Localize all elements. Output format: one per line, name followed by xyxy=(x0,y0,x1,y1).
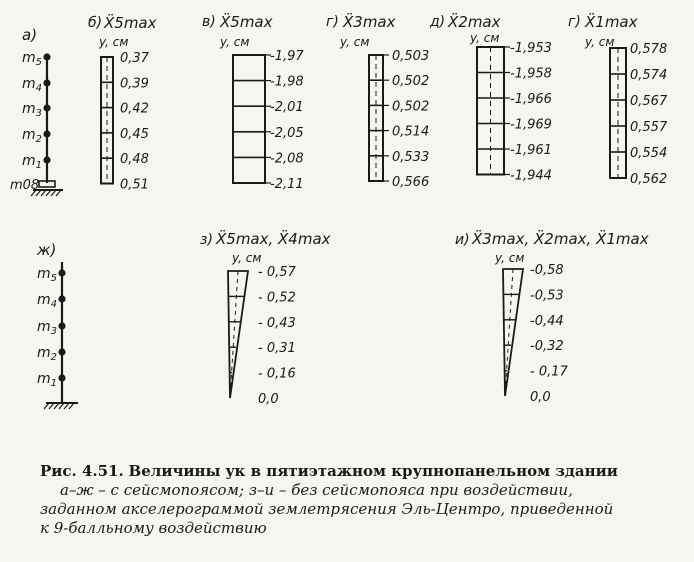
mass-node xyxy=(43,53,50,60)
panel-z-unit: y, см xyxy=(232,251,262,265)
mass-label: $m_5$ xyxy=(22,50,43,68)
mass-node xyxy=(58,322,65,329)
value-label: -1,958 xyxy=(510,66,552,82)
mass-label: $m_4$ xyxy=(37,292,58,310)
panel-a-base-label: m08 xyxy=(10,178,40,193)
mass-label: $m_2$ xyxy=(37,345,58,363)
panel-z-title: Ẍ5max, Ẍ4max xyxy=(216,230,331,248)
panel-v-unit: y, см xyxy=(220,35,250,49)
panel-b-unit: y, см xyxy=(99,35,129,49)
value-label: 0,567 xyxy=(630,94,668,109)
value-label: 0,0 xyxy=(530,390,551,405)
value-label: -0,58 xyxy=(530,263,564,278)
panel-i-axis xyxy=(505,269,513,396)
value-label: -2,11 xyxy=(270,177,304,192)
value-label: 0,578 xyxy=(630,42,668,57)
value-label: 0,562 xyxy=(630,172,668,187)
value-label: 0,502 xyxy=(392,99,430,115)
panel-d-label: д) xyxy=(430,14,446,30)
value-label: 0,566 xyxy=(392,175,430,190)
panel-g-unit: y, см xyxy=(340,35,370,49)
value-label: 0,554 xyxy=(630,146,668,161)
panel-b-title: Ẍ5max xyxy=(104,14,157,32)
panel-z-wedge xyxy=(228,271,248,398)
value-label: -1,953 xyxy=(510,41,552,56)
mass-label: $m_3$ xyxy=(37,319,58,337)
value-label: 0,37 xyxy=(120,51,149,66)
value-label: -1,961 xyxy=(510,143,552,158)
panel-e xyxy=(568,12,668,187)
mass-node xyxy=(58,348,65,355)
value-label: - 0,31 xyxy=(258,341,296,357)
value-label: - 0,17 xyxy=(530,364,568,380)
mass-label: $m_3$ xyxy=(22,101,43,119)
value-label: -1,969 xyxy=(510,117,552,133)
panel-z xyxy=(200,229,331,407)
panel-d-title: Ẍ2max xyxy=(448,13,501,31)
mass-node xyxy=(43,156,50,163)
panel-z-label: з) xyxy=(200,232,213,248)
panel-i xyxy=(455,229,649,405)
panel-d-unit: y, см xyxy=(470,31,500,45)
panel-g xyxy=(326,12,429,190)
value-label: 0,39 xyxy=(120,76,149,92)
panel-i-wedge xyxy=(503,269,523,396)
mass-label: $m_1$ xyxy=(22,153,43,171)
panel-d xyxy=(429,12,552,184)
value-label: -1,98 xyxy=(270,74,304,90)
panel-i-label: и) xyxy=(455,232,470,248)
value-label: 0,503 xyxy=(392,49,430,64)
panel-e-label: г) xyxy=(568,14,581,30)
panel-i-title: Ẍ3max, Ẍ2max, Ẍ1max xyxy=(472,230,649,248)
panel-e-title: Ẍ1max xyxy=(585,13,638,31)
value-label: -0,53 xyxy=(530,288,564,304)
value-label: - 0,43 xyxy=(258,315,296,331)
caption-line-3: заданном акселерограммой землетрясения Эль-Центро, приведенной xyxy=(40,500,614,518)
value-label: -2,08 xyxy=(270,151,304,167)
panel-zh xyxy=(36,241,78,409)
value-label: 0,574 xyxy=(630,68,668,83)
mass-label: $m_5$ xyxy=(37,266,58,284)
caption-title: Величины yк в пятиэтажном крупнопанельном здании xyxy=(128,462,618,480)
value-label: 0,51 xyxy=(120,177,149,193)
mass-node xyxy=(58,374,65,381)
panel-i-unit: y, см xyxy=(495,251,525,265)
mass-label: $m_4$ xyxy=(22,76,43,94)
value-label: 0,42 xyxy=(120,101,149,117)
panel-b-label: б) xyxy=(88,15,103,31)
panel-v xyxy=(202,12,304,192)
mass-node xyxy=(43,79,50,86)
mass-label: $m_1$ xyxy=(37,371,58,389)
panel-g-title: Ẍ3max xyxy=(343,13,396,31)
value-label: -2,01 xyxy=(270,100,304,116)
value-label: 0,514 xyxy=(392,124,430,140)
value-label: -2,05 xyxy=(270,125,304,141)
value-label: - 0,16 xyxy=(258,366,296,382)
mass-node xyxy=(43,130,50,137)
value-label: -1,944 xyxy=(510,168,552,184)
caption-line-4: к 9-балльному воздействию xyxy=(40,519,267,537)
panel-e-unit: y, см xyxy=(585,35,615,49)
panel-g-label: г) xyxy=(326,14,339,30)
panel-v-column xyxy=(233,55,265,183)
value-label: - 0,52 xyxy=(258,290,296,306)
value-label: - 0,57 xyxy=(258,265,296,280)
mass-node xyxy=(58,269,65,276)
panel-v-title: Ẍ5max xyxy=(220,13,273,31)
value-label: 0,557 xyxy=(630,120,668,135)
panel-zh-label: ж) xyxy=(37,241,57,259)
value-label: 0,0 xyxy=(258,392,279,407)
value-label: 0,48 xyxy=(120,152,149,168)
value-label: 0,533 xyxy=(392,149,430,165)
panel-v-label: в) xyxy=(202,14,216,30)
value-label: -0,44 xyxy=(530,313,564,329)
value-label: -0,32 xyxy=(530,339,564,355)
value-label: 0,502 xyxy=(392,74,430,90)
panel-b xyxy=(88,13,157,193)
caption-number: Рис. 4.51. xyxy=(40,462,124,480)
value-label: -1,966 xyxy=(510,92,552,107)
figure-caption xyxy=(40,462,670,538)
mass-node xyxy=(43,104,50,111)
mass-node xyxy=(58,295,65,302)
value-label: -1,97 xyxy=(270,49,304,64)
mass-label: $m_2$ xyxy=(22,127,43,145)
panel-a xyxy=(10,26,63,196)
caption-line-2: а–ж – с сейсмопоясом; з–и – без сейсмопояса при воздействии, xyxy=(60,481,573,499)
value-label: 0,45 xyxy=(120,126,149,142)
panel-a-label: а) xyxy=(22,26,38,44)
panel-z-axis xyxy=(230,271,238,398)
